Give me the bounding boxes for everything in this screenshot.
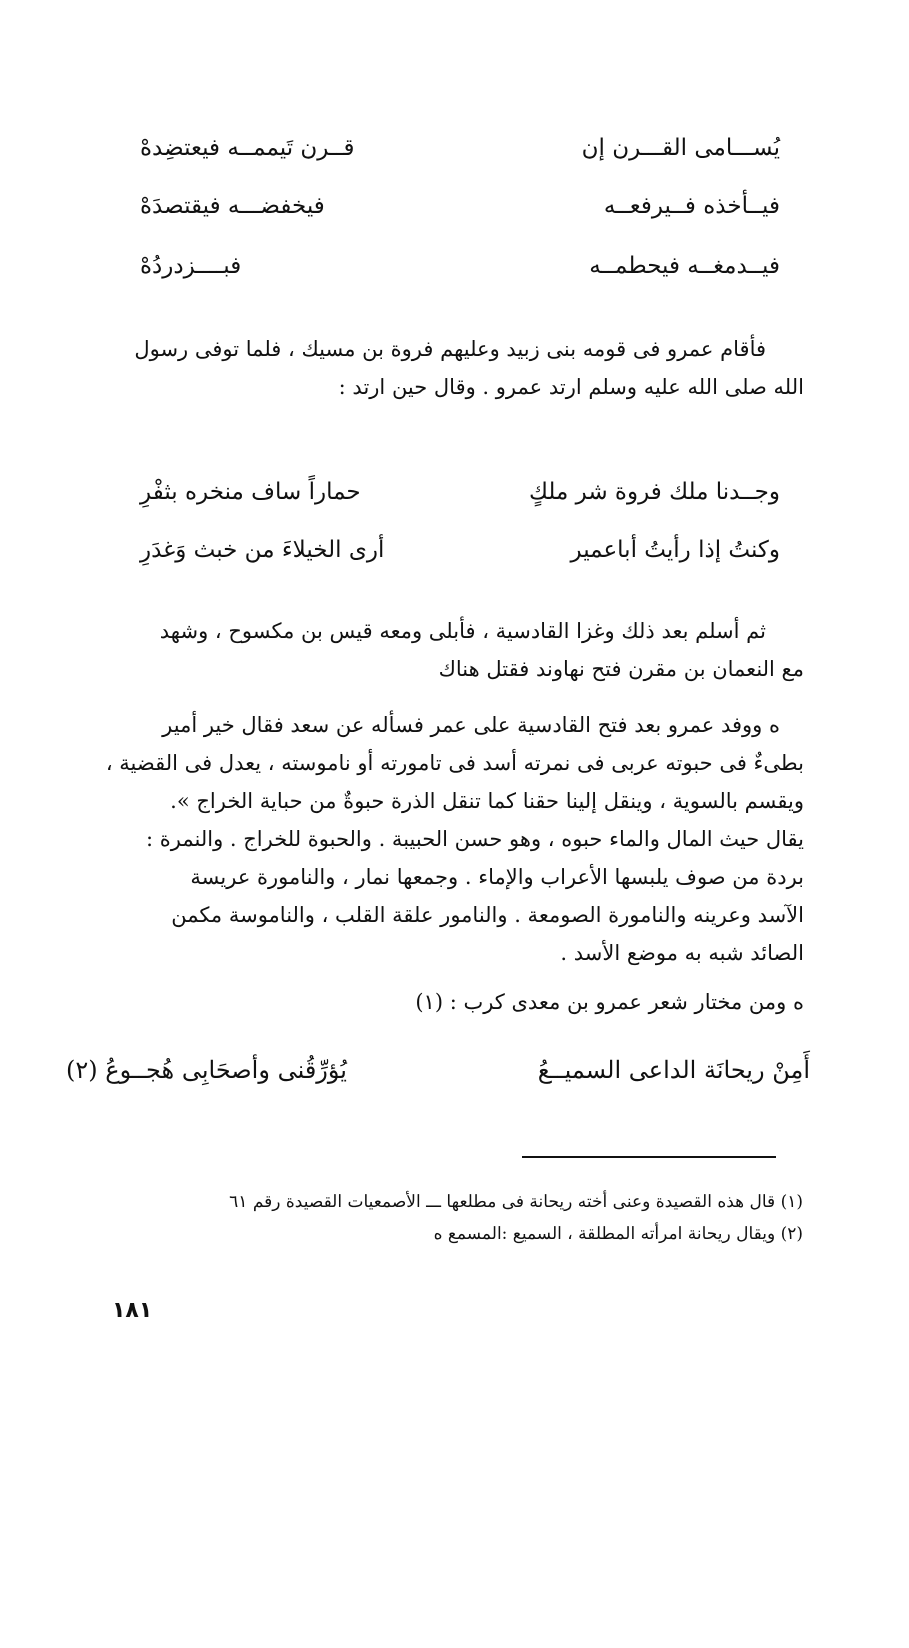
verse-second-hemistich: فيخفضـــه فيقتصدَهْ [140,193,325,219]
verse-line [140,244,780,288]
footnote-2: (٢) ويقال ريحانة امرأته المطلقة ، السميع :المسمع ه [433,1224,803,1244]
verse-line [140,126,780,170]
final-verse [66,1048,810,1092]
verse-first-hemistich: يُســـامى القـــرن إن [581,135,780,161]
paragraph-line: الله صلى الله عليه وسلم ارتد عمرو . وقال حين ارتد : [338,375,804,399]
footnotes [229,1186,803,1250]
paragraph-line: فأقام عمرو فى قومه بنى زبيد وعليهم فروة بن مسيك ، فلما توفى رسول [134,337,766,361]
verse-first-hemistich: وجــدنا ملك فروة شر ملكٍ [529,479,780,505]
verse-first-hemistich: فيــدمغــه فيحطمــه [589,253,780,279]
paragraph-line-text: ووفد عمرو بعد فتح القادسية على عمر فسأله عن سعد فقال خير أمير [162,713,763,737]
selection-intro [415,982,804,1022]
paragraph-2 [100,612,804,688]
section-marker: ه [768,713,780,737]
selection-intro-text: ومن مختار شعر عمرو بن معدى كرب : (١) [415,990,787,1014]
verse-line [140,184,780,228]
verse-second-hemistich: فبــــزدردُهْ [140,253,242,279]
paragraph-line: الصائد شبه به موضع الأسد . [560,941,804,965]
paragraph-line: بردة من صوف يلبسها الأعراب والإماء . وجمعها نمار ، والنامورة عريسة [190,865,804,889]
paragraph-line: مع النعمان بن مقرن فتح نهاوند فقتل هناك [438,657,804,681]
footnote-separator [522,1156,776,1158]
verse-second-hemistich: حماراً ساف منخره بثفْرِ [140,479,361,505]
verse-second-hemistich: أرى الخيلاءَ من خبث وَغدَرِ [140,537,385,563]
verse-first-hemistich: أَمِنْ ريحانَة الداعى السميــعُ [537,1056,810,1084]
section-marker: ه [792,990,804,1014]
paragraph-line: ثم أسلم بعد ذلك وغزا القادسية ، فأبلى ومعه قيس بن مكسوح ، وشهد [159,619,766,643]
paragraph-line [100,706,804,744]
verse-line [140,528,780,572]
verse-line [140,470,780,514]
paragraph-line: الآسد وعرينه والنامورة الصومعة . والنامور علقة القلب ، والناموسة مكمن [171,903,804,927]
page-number: ١٨١ [112,1298,153,1323]
paragraph-line: يقال حيث المال والماء حبوه ، وهو حسن الحبيبة . والحبوة للخراج . والنمرة : [146,827,804,851]
paragraph-line: ويقسم بالسوية ، وينقل إلينا حقنا كما تنقل الذرة حبوةٌ من حباية الخراج ». [170,789,804,813]
paragraph-1 [100,330,804,406]
verse-second-hemistich: قــرن تَيممــه فيعتضِدهْ [140,135,355,161]
footnote-1: (١) قال هذه القصيدة وعنى أخته ريحانة فى مطلعها ـــ الأصمعيات القصيدة رقم ٦١ [229,1192,803,1212]
verse-first-hemistich: وكنتُ إذا رأيتُ أباعمير [570,537,780,563]
verse-second-hemistich: يُؤرِّقُنى وأصحَابِى هُجــوعُ (٢) [66,1056,347,1084]
verse-first-hemistich: فيــأخذه فــيرفعــه [603,193,780,219]
paragraph-3 [100,706,804,972]
paragraph-line: بطىءٌ فى حبوته عربى فى نمرته أسد فى تامورته أو ناموسته ، يعدل فى القضية ، [105,751,804,775]
